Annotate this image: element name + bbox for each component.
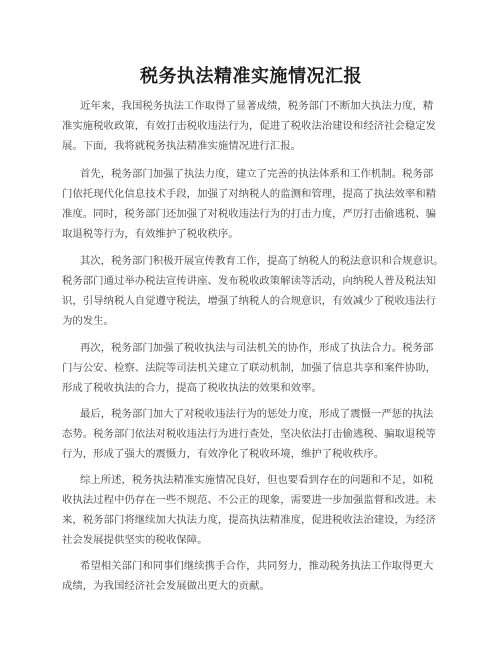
paragraph-line: 来，税务部门将继续加大执法力度，提高执法精准度，促进税收法治建设，为经济 — [62, 514, 437, 526]
paragraph-line: 展。下面，我将就税务执法精准实施情况进行汇报。 — [62, 140, 301, 152]
paragraph-line: 税务部门通过举办税法宣传讲座、发布税收政策解读等活动，向纳税人普及税法知 — [62, 275, 437, 287]
document-title: 税务执法精准实施情况汇报 — [140, 66, 362, 87]
paragraph-line: 态势。税务部门依法对税收违法行为进行查处，坚决依法打击偷逃税、骗取退税等 — [62, 428, 437, 440]
paragraph-line: 识，引导纳税人自觉遵守税法，增强了纳税人的合规意识，有效减少了税收违法行 — [62, 295, 437, 307]
paragraph-line: 形成了税收执法的合力，提高了税收执法的效果和效率。 — [62, 382, 322, 394]
paragraph-closing — [62, 556, 448, 596]
paragraph-line: 其次，税务部门积极开展宣传教育工作，提高了纳税人的税法意识和合规意识。 — [80, 255, 444, 267]
paragraph-line: 社会发展提供坚实的税收保障。 — [62, 534, 208, 546]
paragraph-line: 综上所述，税务执法精准实施情况良好，但也要看到存在的问题和不足，如税 — [80, 474, 434, 486]
paragraph-second — [62, 251, 448, 331]
paragraph-line: 门依托现代化信息技术手段，加强了对纳税人的监测和管理，提高了执法效率和精 — [62, 188, 437, 200]
paragraph-line: 首先，税务部门加强了执法力度，建立了完善的执法体系和工作机制。税务部 — [80, 168, 434, 180]
paragraph-line: 再次，税务部门加强了税收执法与司法机关的协作，形成了执法合力。税务部 — [80, 342, 434, 354]
paragraph-first — [62, 164, 448, 244]
paragraph-summary — [62, 470, 448, 550]
paragraph-line: 准实施税收政策，有效打击税收违法行为，促进了税收法治建设和经济社会稳定发 — [62, 120, 437, 132]
paragraph-line: 取退税等行为，有效维护了税收秩序。 — [62, 228, 239, 240]
paragraph-line: 行为，形成了强大的震慑力，有效净化了税收环境，维护了税收秩序。 — [62, 448, 385, 460]
paragraph-line: 近年来，我国税务执法工作取得了显著成绩，税务部门不断加大执法力度，精 — [80, 100, 434, 112]
paragraph-line: 门与公安、检察、法院等司法机关建立了联动机制，加强了信息共享和案件协助， — [62, 362, 437, 374]
paragraph-line: 为的发生。 — [62, 315, 114, 327]
paragraph-third — [62, 338, 448, 398]
paragraph-line: 最后，税务部门加大了对税收违法行为的惩处力度，形成了震慑一严惩的执法 — [80, 408, 434, 420]
paragraph-intro — [62, 96, 448, 156]
paragraph-line: 收执法过程中仍存在一些不规范、不公正的现象，需要进一步加强监督和改进。未 — [62, 494, 437, 506]
paragraph-line: 准度。同时，税务部门还加强了对税收违法行为的打击力度，严厉打击偷逃税、骗 — [62, 208, 437, 220]
paragraph-fourth — [62, 404, 448, 464]
paragraph-line: 希望相关部门和同事们继续携手合作，共同努力，推动税务执法工作取得更大 — [80, 560, 434, 572]
paragraph-line: 成绩，为我国经济社会发展做出更大的贡献。 — [62, 580, 270, 592]
